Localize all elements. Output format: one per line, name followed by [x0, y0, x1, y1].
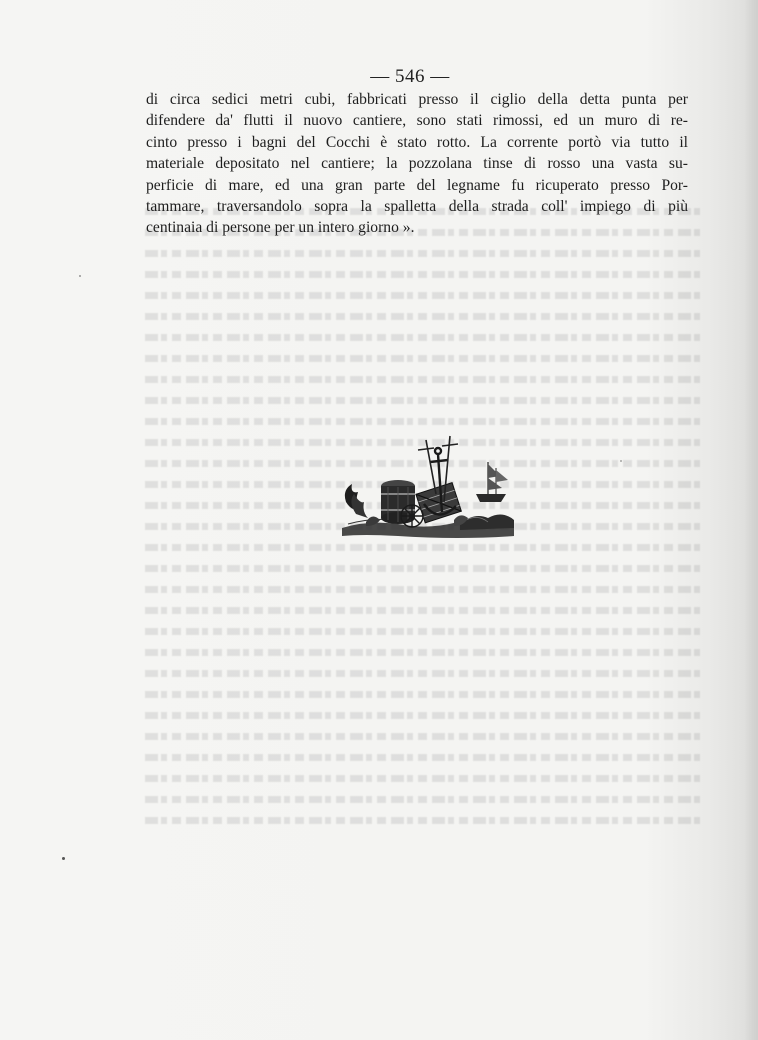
- text-line: perficie di mare, ed una gran parte del legname fu ricuperato presso Por-: [146, 176, 688, 194]
- page-number: — 546 —: [370, 66, 450, 87]
- page-edge-shadow: [744, 0, 758, 1040]
- ink-speck: [79, 275, 81, 277]
- body-paragraph: [146, 89, 688, 239]
- text-line: di circa sedici metri cubi, fabbricati presso il ciglio della detta punta per: [146, 91, 688, 108]
- text-line: centinaia di persone per un intero giorno ».: [146, 219, 415, 237]
- text-line: difendere da' flutti il nuovo cantiere, sono stati rimossi, ed un muro di re-: [146, 112, 688, 130]
- text-line: materiale depositato nel cantiere; la pozzolana tinse di rosso una vasta su-: [146, 155, 688, 173]
- maritime-still-life-engraving-icon: [338, 432, 518, 542]
- text-line: tammare, traversandolo sopra la spalletta della strada coll' impiego di più: [146, 198, 688, 216]
- ink-speck: [62, 857, 65, 860]
- ink-speck: [620, 460, 622, 462]
- text-line: cinto presso i bagni del Cocchi è stato rotto. La corrente portò via tutto il: [146, 133, 688, 151]
